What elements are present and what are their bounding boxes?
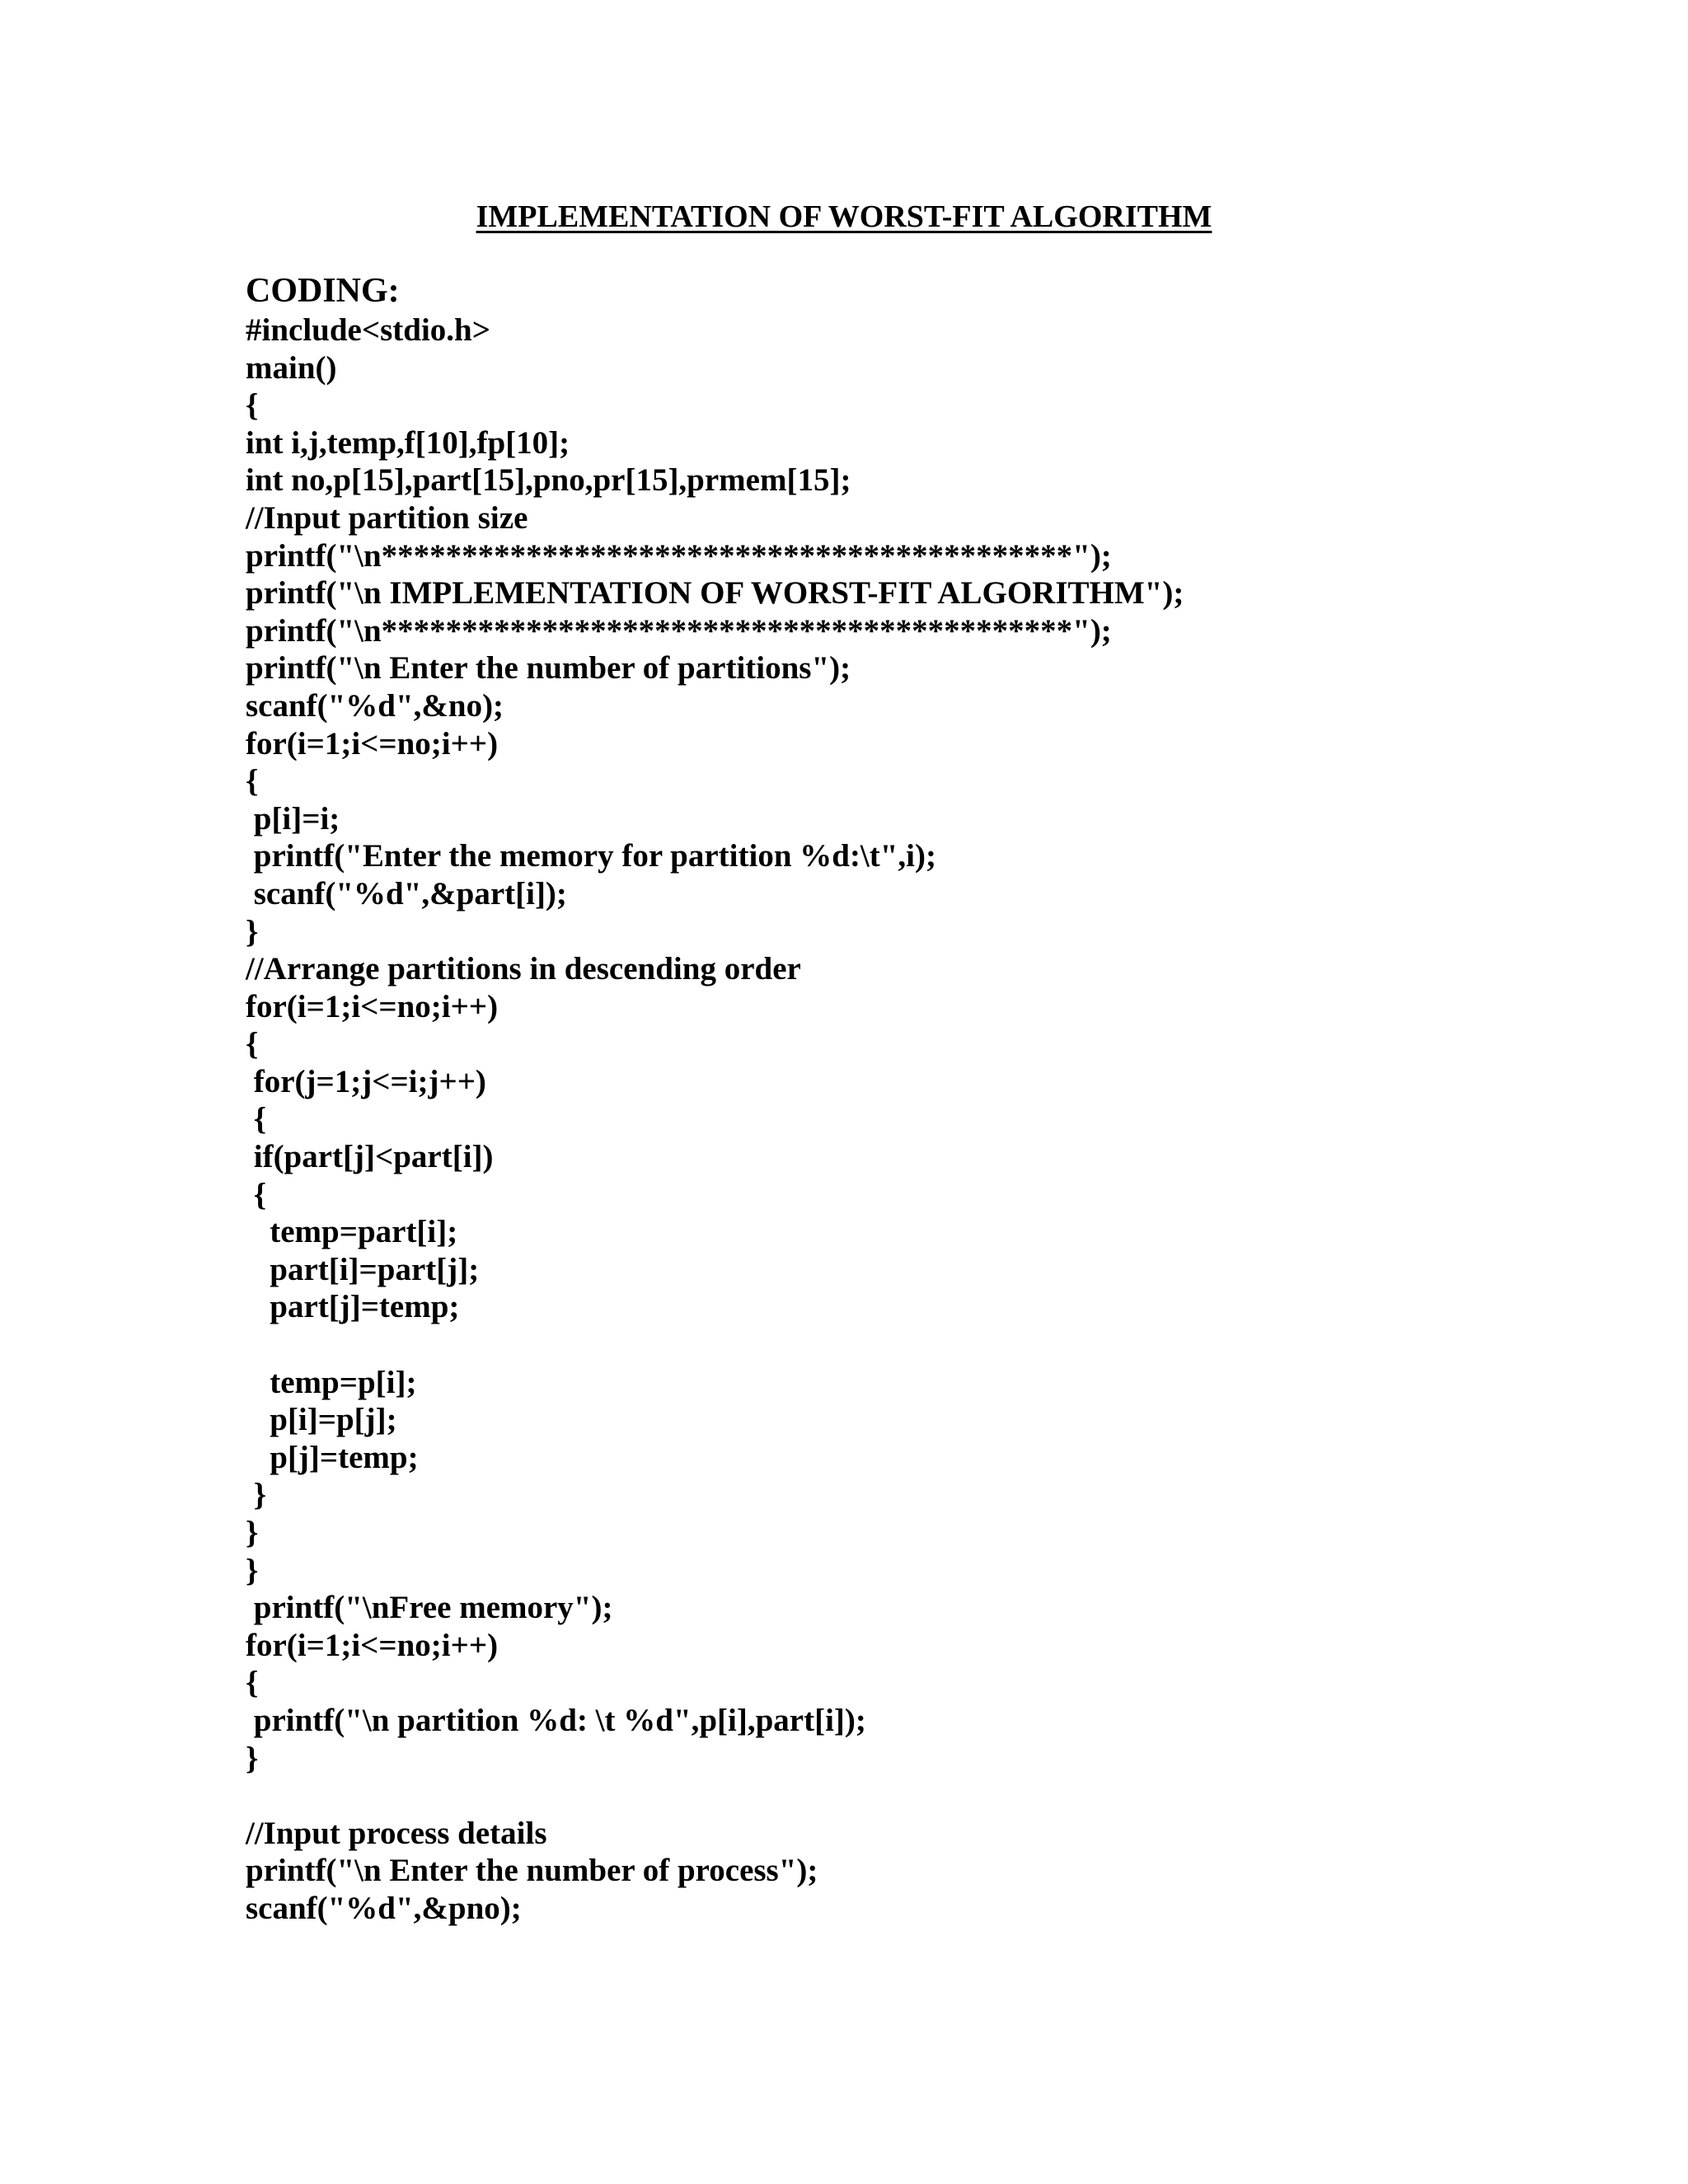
code-line <box>246 1326 1564 1364</box>
code-line: scanf("%d",&pno); <box>246 1890 522 1926</box>
code-line: { <box>246 763 259 799</box>
code-line: for(i=1;i<=no;i++) <box>246 988 499 1024</box>
code-line: } <box>246 913 259 949</box>
code-line: } <box>246 1740 259 1776</box>
code-line <box>246 1777 1564 1815</box>
code-line: part[j]=temp; <box>246 1289 460 1325</box>
code-line: //Arrange partitions in descending order <box>246 951 801 987</box>
code-line: scanf("%d",&part[i]); <box>246 875 567 912</box>
code-listing <box>246 312 1564 1928</box>
code-line: temp=p[i]; <box>246 1364 417 1400</box>
coding-heading: CODING: <box>246 272 400 310</box>
code-line: printf("\n IMPLEMENTATION OF WORST-FIT ALGORITHM"); <box>246 575 1184 612</box>
code-line: p[i]=i; <box>246 800 340 837</box>
code-line: //Input partition size <box>246 499 528 536</box>
code-line: } <box>246 1552 259 1588</box>
code-line: main() <box>246 349 337 386</box>
code-line: for(i=1;i<=no;i++) <box>246 725 499 762</box>
code-line: for(i=1;i<=no;i++) <box>246 1627 499 1663</box>
code-line: { <box>246 387 259 424</box>
code-line: temp=part[i]; <box>246 1214 458 1250</box>
page-title: IMPLEMENTATION OF WORST-FIT ALGORITHM <box>476 199 1212 234</box>
code-line: int no,p[15],part[15],pno,pr[15],prmem[15]; <box>246 462 851 499</box>
code-line: part[i]=part[j]; <box>246 1251 480 1287</box>
code-line: { <box>246 1101 267 1137</box>
code-line: //Input process details <box>246 1815 547 1851</box>
code-line: printf("\n partition %d: \t %d",p[i],part[i]); <box>246 1702 866 1738</box>
code-line: scanf("%d",&no); <box>246 687 504 724</box>
code-line: } <box>246 1477 267 1513</box>
code-line: { <box>246 1176 267 1212</box>
code-line: if(part[j]<part[i]) <box>246 1139 494 1175</box>
code-line: #include<stdio.h> <box>246 312 490 348</box>
code-line: printf("Enter the memory for partition %d:\t",i); <box>246 838 936 874</box>
code-line: p[i]=p[j]; <box>246 1402 397 1438</box>
code-line: printf("\n Enter the number of process"); <box>246 1853 818 1889</box>
code-line: { <box>246 1026 259 1062</box>
code-line: } <box>246 1515 259 1550</box>
code-line: printf("\n Enter the number of partitions"); <box>246 650 851 687</box>
code-line: { <box>246 1665 259 1701</box>
code-line: for(j=1;j<=i;j++) <box>246 1063 486 1099</box>
code-line: int i,j,temp,f[10],fp[10]; <box>246 424 570 461</box>
code-line: p[j]=temp; <box>246 1439 419 1475</box>
code-line: printf("\n*******************************************"); <box>246 537 1112 574</box>
code-line: printf("\n*******************************************"); <box>246 612 1112 649</box>
code-line: printf("\nFree memory"); <box>246 1590 613 1626</box>
